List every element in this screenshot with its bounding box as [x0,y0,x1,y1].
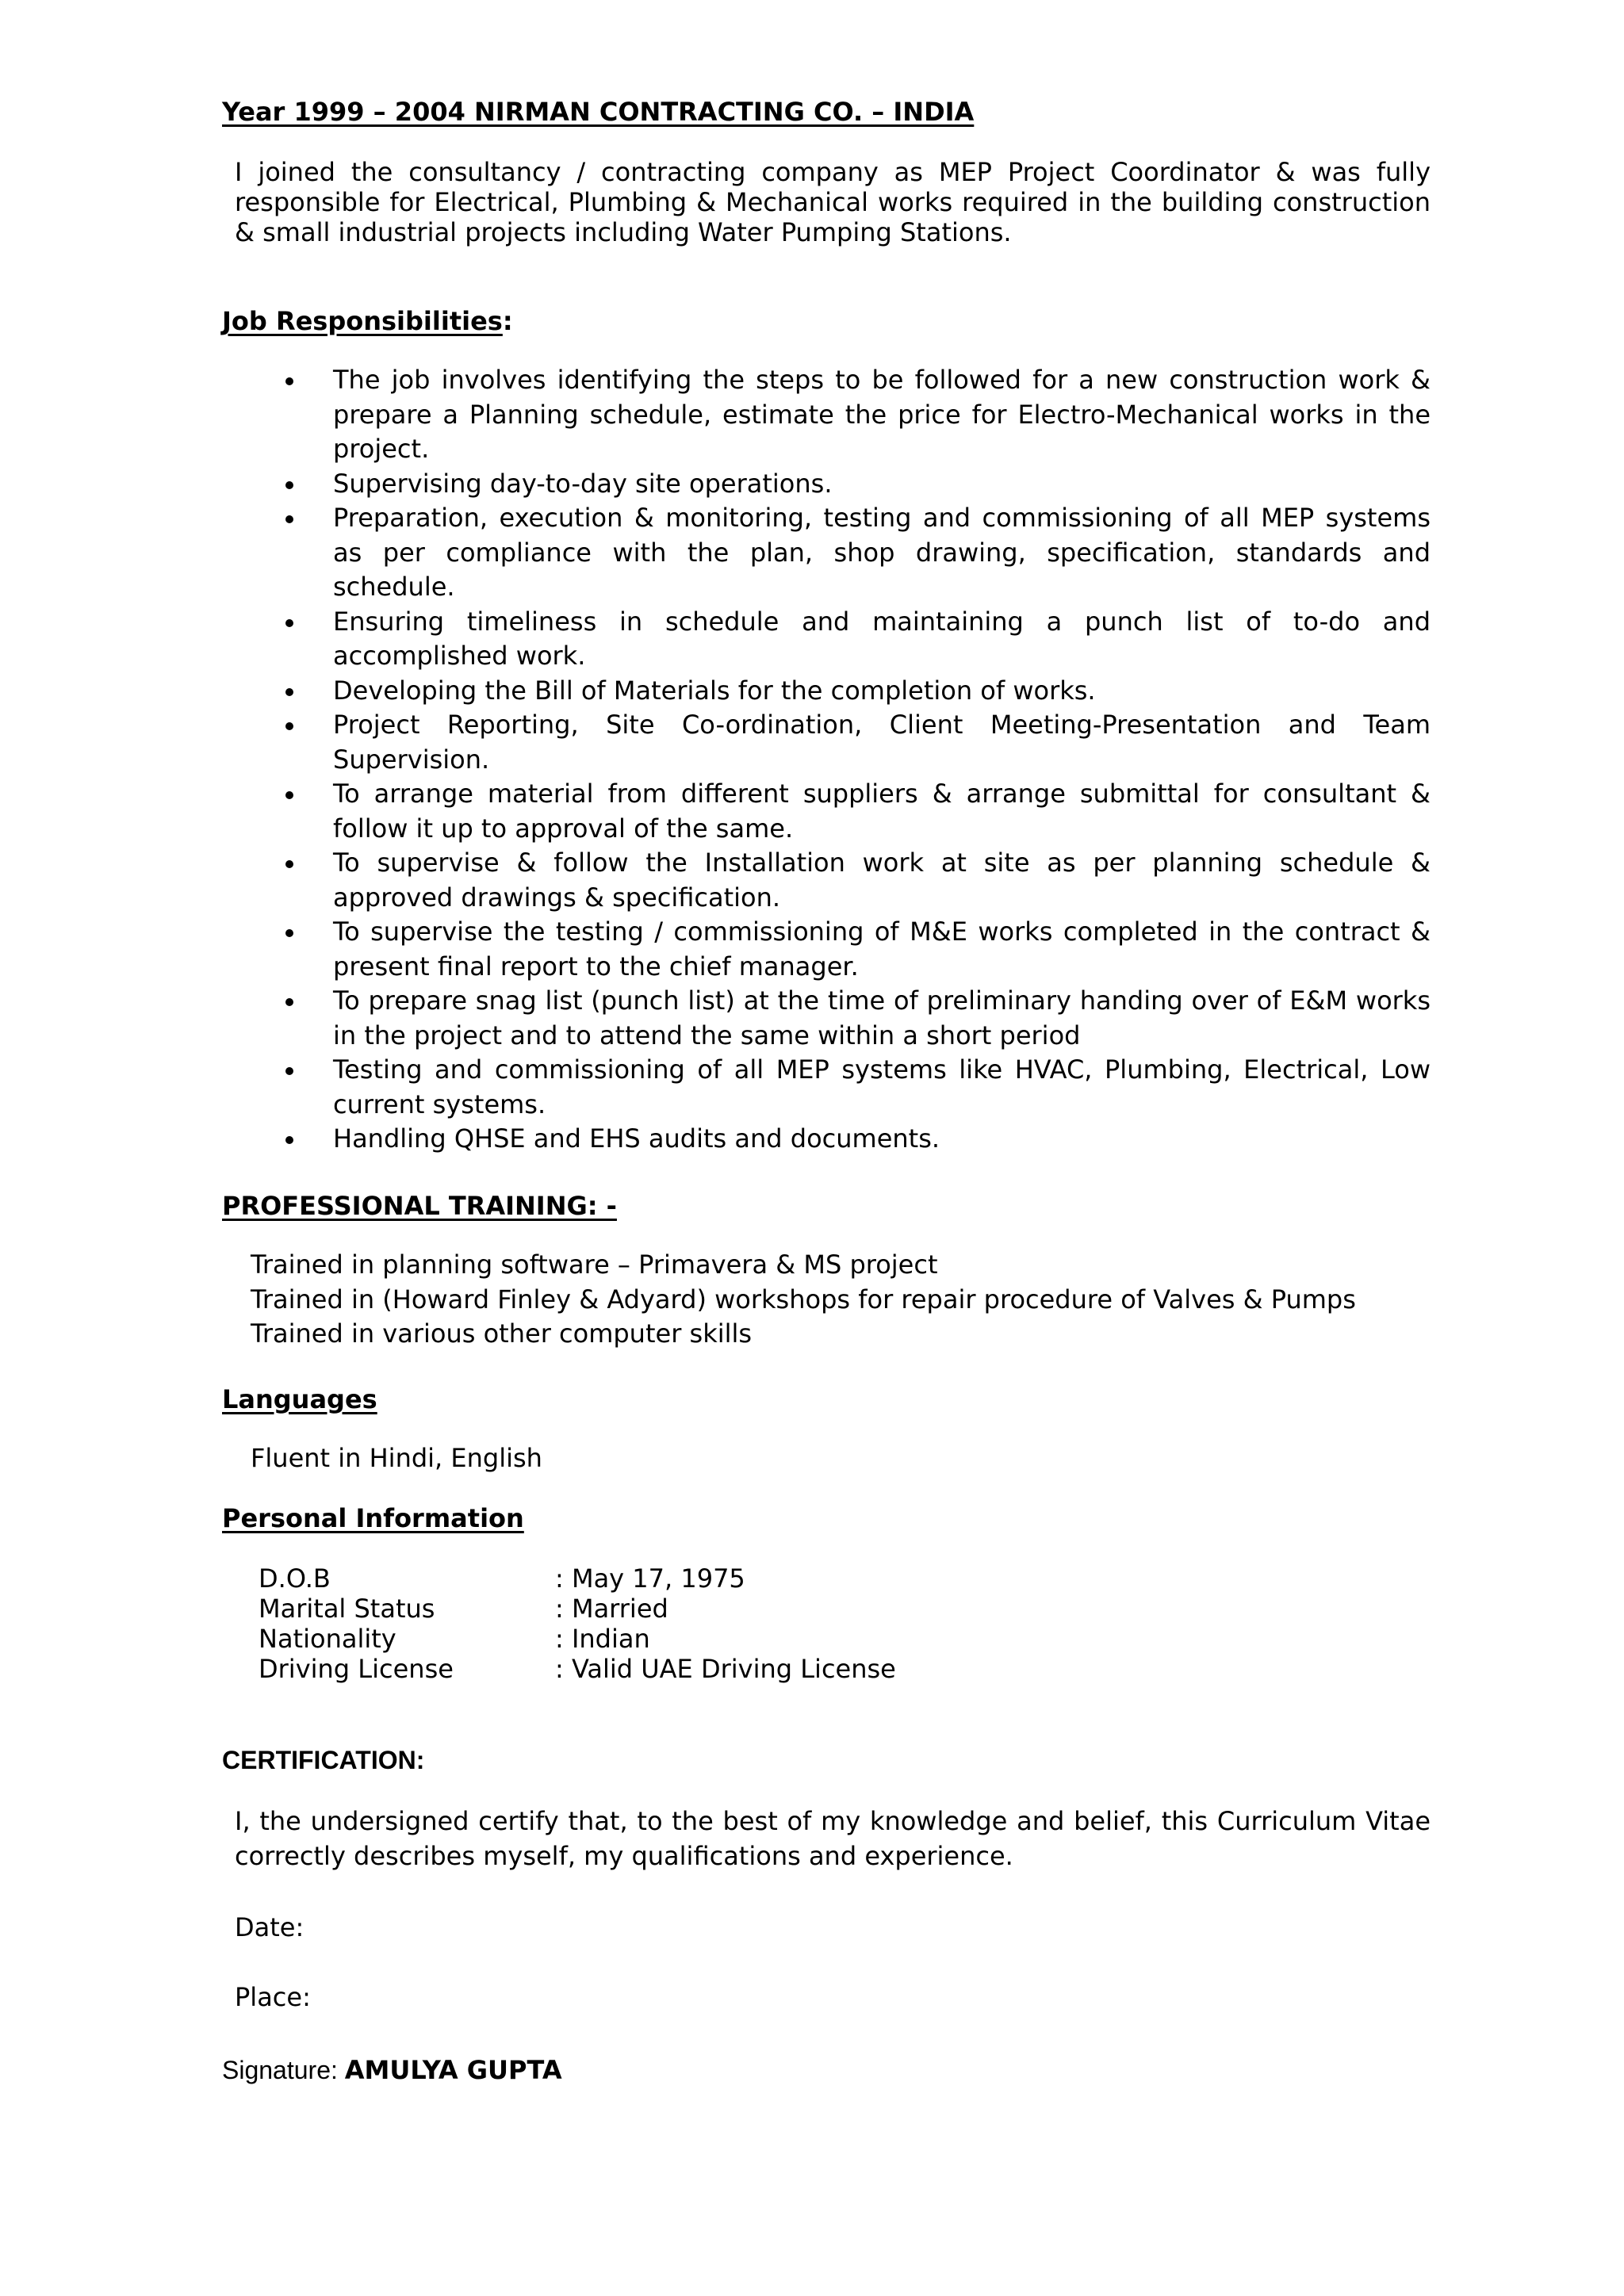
list-item-text: Developing the Bill of Materials for the completion of works. [333,675,1096,706]
list-item [285,777,1431,846]
certification-text: I, the undersigned certify that, to the best of my knowledge and belief, this Curriculum Vitae correctly describes myself, my qualifications and experience. [235,1806,1431,1871]
list-item [285,467,1431,502]
bullet-icon [285,1067,293,1075]
bullet-icon [285,619,293,627]
list-item [285,363,1431,467]
bullet-icon [285,1136,293,1144]
list-item-text: To prepare snag list (punch list) at the time of preliminary handing over of E&M works in the project and to attend the same within a short period [333,985,1431,1050]
job-responsibilities-heading [222,306,513,336]
table-cell-key: Marital Status [259,1594,435,1624]
list-item-text: Handling QHSE and EHS audits and documents. [333,1123,940,1154]
signature-name: AMULYA GUPTA [344,2055,562,2085]
list-item [285,984,1431,1053]
responsibilities-list [285,363,1431,1157]
personal-info-table [259,1563,896,1684]
list-item-text: The job involves identifying the steps to be followed for a new construction work & prepare a Planning schedule, estimate the price for Electro-Mechanical works in the project. [333,365,1431,464]
list-item [285,708,1431,777]
table-cell-key: Nationality [259,1624,396,1654]
list-item: Trained in various other computer skills [251,1318,753,1349]
table-cell-value: : Indian [555,1624,650,1654]
list-item [285,605,1431,674]
list-item-text: To arrange material from different suppliers & arrange submittal for consultant & follow it up to approval of the same. [333,779,1431,844]
table-row [259,1563,896,1594]
certification-heading: CERTIFICATION: [222,1746,425,1774]
table-cell-key: D.O.B [259,1563,331,1594]
list-item [285,915,1431,984]
list-item [285,1122,1431,1157]
list-item [285,846,1431,915]
signature-line [222,2055,562,2085]
place-label: Place: [235,1982,311,2012]
personal-information-heading: Personal Information [222,1503,524,1533]
professional-training-heading: PROFESSIONAL TRAINING: - [222,1191,617,1221]
bullet-icon [285,481,293,489]
languages-heading: Languages [222,1384,377,1414]
job-responsibilities-heading-text: Job Responsibilities [222,306,503,336]
signature-label: Signature: [222,2056,345,2084]
bullet-icon [285,515,293,523]
bullet-icon [285,722,293,730]
date-label: Date: [235,1912,304,1942]
bullet-icon [285,377,293,385]
bullet-icon [285,860,293,868]
list-item [285,1053,1431,1122]
list-item-text: To supervise the testing / commissioning of M&E works completed in the contract & present final report to the chief manager. [333,916,1431,982]
table-cell-value: : Valid UAE Driving License [555,1654,896,1684]
bullet-icon [285,688,293,696]
list-item [285,674,1431,709]
list-item-text: Testing and commissioning of all MEP systems like HVAC, Plumbing, Electrical, Low current systems. [333,1054,1431,1119]
list-item-text: Ensuring timeliness in schedule and maintaining a punch list of to-do and accomplished work. [333,606,1431,671]
list-item: Trained in planning software – Primavera & MS project [251,1249,938,1280]
list-item-text: Preparation, execution & monitoring, testing and commissioning of all MEP systems as per compliance with the plan, shop drawing, specification, standards and schedule. [333,503,1431,602]
table-cell-key: Driving License [259,1654,454,1684]
bullet-icon [285,998,293,1006]
list-item-text: Project Reporting, Site Co-ordination, Client Meeting-Presentation and Team Supervision. [333,710,1431,775]
bullet-icon [285,791,293,799]
job-responsibilities-colon: : [502,306,513,336]
table-cell-value: : May 17, 1975 [555,1563,745,1594]
languages-text: Fluent in Hindi, English [251,1443,542,1473]
employment-summary: I joined the consultancy / contracting company as MEP Project Coordinator & was fully responsible for Electrical, Plumbing & Mechanical works required in the building construction & small industrial projects including Water Pumping Stations. [235,157,1431,247]
list-item: Trained in (Howard Finley & Adyard) workshops for repair procedure of Valves & Pumps [251,1284,1356,1314]
table-cell-value: : Married [555,1594,668,1624]
list-item-text: Supervising day-to-day site operations. [333,468,833,499]
table-row [259,1594,896,1624]
table-row [259,1624,896,1654]
bullet-icon [285,929,293,937]
list-item-text: To supervise & follow the Installation work at site as per planning schedule & approved drawings & specification. [333,848,1431,913]
table-row [259,1654,896,1684]
employment-heading: Year 1999 – 2004 NIRMAN CONTRACTING CO. – INDIA [222,97,975,127]
training-list [251,1248,1356,1352]
list-item [285,501,1431,605]
